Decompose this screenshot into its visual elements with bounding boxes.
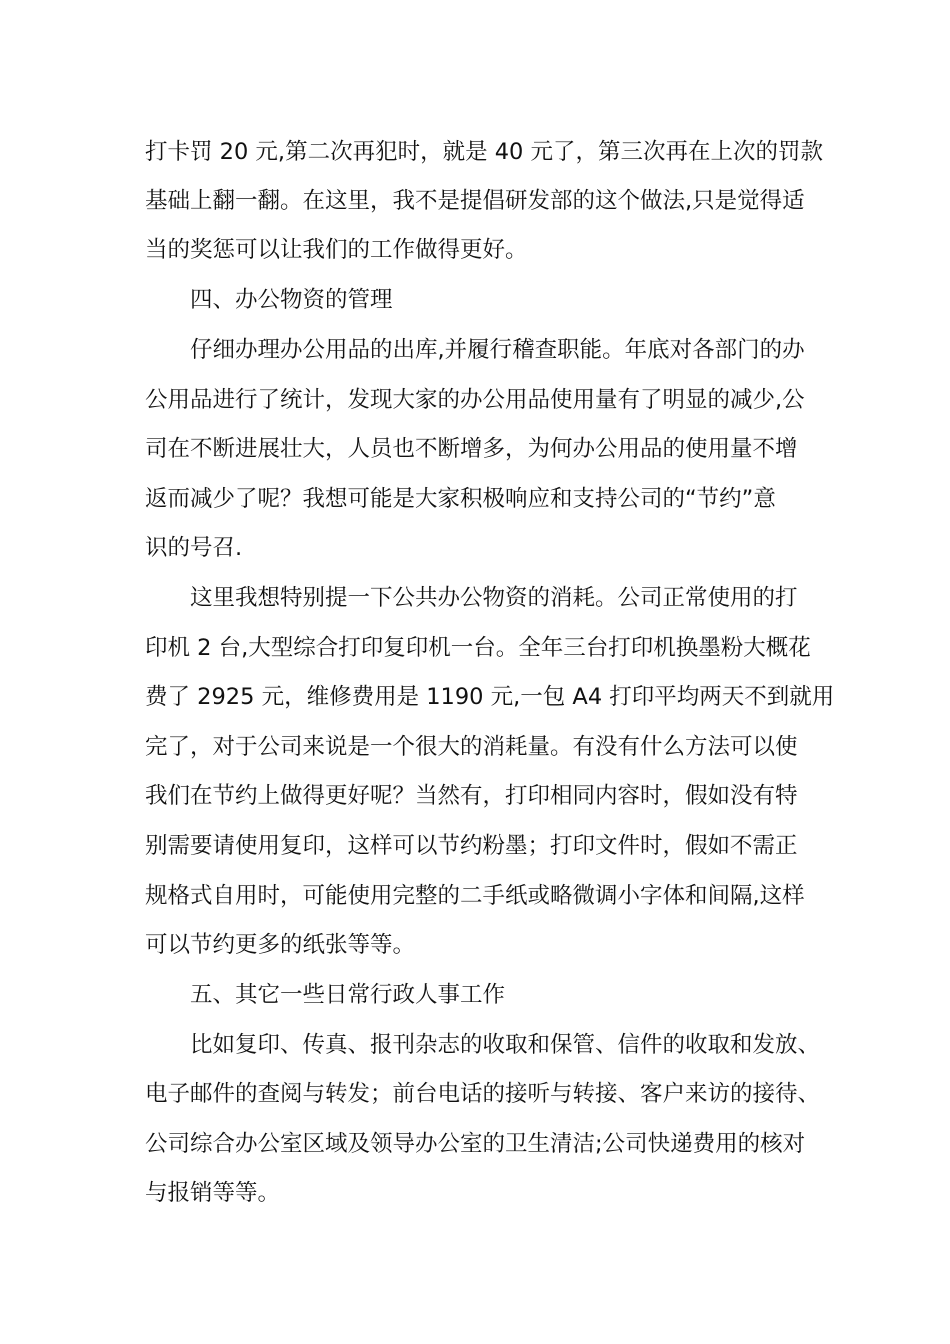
paragraph-line: 识的号召.: [145, 535, 243, 561]
paragraph-line: 可以节约更多的纸张等等。: [145, 932, 416, 958]
paragraph-line: 这里我想特别提一下公共办公物资的消耗。公司正常使用的打: [190, 585, 798, 611]
paragraph-line: 别需要请使用复印，这样可以节约粉墨；打印文件时，假如不需正: [145, 833, 798, 859]
paragraph-line: 规格式自用时，可能使用完整的二手纸或略微调小字体和间隔,这样: [145, 883, 805, 909]
paragraph-line: 基础上翻一翻。在这里，我不是提倡研发部的这个做法,只是觉得适: [145, 188, 805, 214]
paragraph-line: 当的奖惩可以让我们的工作做得更好。: [145, 237, 528, 263]
paragraph-line: 返而减少了呢？我想可能是大家积极响应和支持公司的“节约”意: [145, 486, 776, 512]
paragraph-line: 完了，对于公司来说是一个很大的消耗量。有没有什么方法可以使: [145, 734, 798, 760]
paragraph-line: 电子邮件的查阅与转发；前台电话的接听与转接、客户来访的接待、: [145, 1081, 821, 1107]
paragraph-line: 公司综合办公室区域及领导办公室的卫生清洁;公司快递费用的核对: [145, 1131, 806, 1157]
paragraph-line: 我们在节约上做得更好呢？当然有，打印相同内容时，假如没有特: [145, 783, 798, 809]
paragraph-line: 公用品进行了统计，发现大家的办公用品使用量有了明显的减少,公: [145, 387, 805, 413]
section-heading: 五、其它一些日常行政人事工作: [190, 982, 506, 1008]
paragraph-line: 司在不断进展壮大，人员也不断增多，为何办公用品的使用量不增: [145, 436, 798, 462]
paragraph-line: 与报销等等。: [145, 1180, 281, 1206]
paragraph-line: 打卡罚 20 元,第二次再犯时，就是 40 元了，第三次再在上次的罚款: [145, 139, 824, 165]
paragraph-line: 印机 2 台,大型综合打印复印机一台。全年三台打印机换墨粉大概花: [145, 635, 811, 661]
paragraph-line: 费了 2925 元，维修费用是 1190 元,一包 A4 打印平均两天不到就用: [145, 684, 835, 710]
paragraph-line: 仔细办理办公用品的出库,并履行稽查职能。年底对各部门的办: [190, 337, 805, 363]
paragraph-line: 比如复印、传真、报刊杂志的收取和保管、信件的收取和发放、: [190, 1032, 821, 1058]
section-heading: 四、办公物资的管理: [190, 287, 393, 313]
